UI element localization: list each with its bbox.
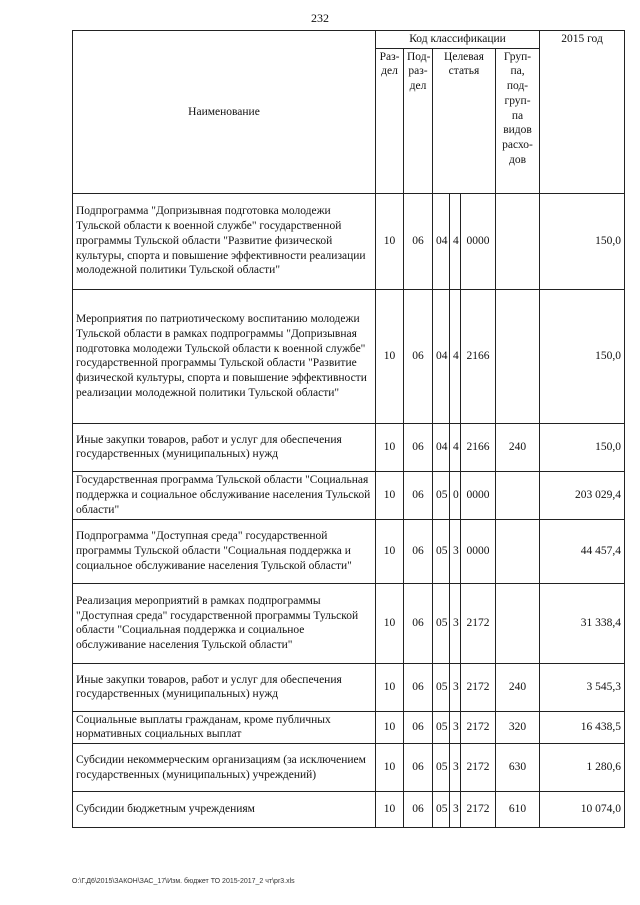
row-target-program: 05 (433, 583, 450, 663)
row-target-subprogram: 4 (450, 193, 461, 289)
row-target-subprogram: 3 (450, 663, 461, 711)
row-subsection: 06 (404, 583, 433, 663)
row-target-subprogram: 0 (450, 471, 461, 519)
row-section: 10 (376, 193, 404, 289)
row-section: 10 (376, 471, 404, 519)
row-expense-group (496, 289, 540, 423)
table-row (73, 711, 625, 743)
header-classification: Код классификации (376, 31, 540, 49)
row-expense-group: 320 (496, 711, 540, 743)
row-name: Иные закупки товаров, работ и услуг для обеспечения государственных (муниципальных) нужд (73, 663, 376, 711)
row-subsection: 06 (404, 792, 433, 828)
row-target-program: 05 (433, 663, 450, 711)
row-expense-group: 610 (496, 792, 540, 828)
row-target-direction: 0000 (461, 471, 496, 519)
header-expense-group: Груп- па, под- груп- па видов расхо- дов (496, 48, 540, 193)
row-section: 10 (376, 792, 404, 828)
row-name: Государственная программа Тульской области "Социальная поддержка и социальное обслуживание населения Тульской области" (73, 471, 376, 519)
row-target-direction: 2166 (461, 289, 496, 423)
row-target-program: 04 (433, 423, 450, 471)
row-amount: 31 338,4 (540, 583, 625, 663)
table-row (73, 744, 625, 792)
row-target-program: 05 (433, 711, 450, 743)
row-subsection: 06 (404, 663, 433, 711)
row-target-direction: 2172 (461, 663, 496, 711)
row-name: Реализация мероприятий в рамках подпрограммы "Доступная среда" государственной программы Тульской области "Социальная поддержка и социальное обслуживание населения Тульской области" (73, 583, 376, 663)
row-target-program: 04 (433, 289, 450, 423)
row-expense-group: 240 (496, 423, 540, 471)
row-amount: 10 074,0 (540, 792, 625, 828)
header-section: Раз- дел (376, 48, 404, 193)
row-section: 10 (376, 289, 404, 423)
row-target-program: 05 (433, 519, 450, 583)
table-row (73, 289, 625, 423)
row-target-subprogram: 4 (450, 423, 461, 471)
table-row (73, 663, 625, 711)
row-section: 10 (376, 711, 404, 743)
table-row (73, 423, 625, 471)
row-name: Социальные выплаты гражданам, кроме публичных нормативных социальных выплат (73, 711, 376, 743)
row-target-subprogram: 4 (450, 289, 461, 423)
row-target-direction: 2172 (461, 583, 496, 663)
row-expense-group: 240 (496, 663, 540, 711)
table-row (73, 193, 625, 289)
row-section: 10 (376, 423, 404, 471)
row-amount: 16 438,5 (540, 711, 625, 743)
row-target-direction: 2166 (461, 423, 496, 471)
header-subsection: Под- раз- дел (404, 48, 433, 193)
row-section: 10 (376, 663, 404, 711)
row-amount: 1 280,6 (540, 744, 625, 792)
row-expense-group (496, 519, 540, 583)
table-row (73, 519, 625, 583)
row-subsection: 06 (404, 711, 433, 743)
row-name: Мероприятия по патриотическому воспитанию молодежи Тульской области в рамках подпрограммы "Допризывная подготовка молодежи Тульской области к военной службе" государственной программы Тульской области "Развитие физической культуры, спорта и повышение эффективности реализации молодежной политики Тульской области" (73, 289, 376, 423)
row-expense-group (496, 583, 540, 663)
row-target-direction: 2172 (461, 744, 496, 792)
row-target-subprogram: 3 (450, 744, 461, 792)
row-subsection: 06 (404, 744, 433, 792)
file-path-footer: O:\Г.Д6\2015\ЗАКОН\ЗАС_17\Изм. бюджет ТО 2015-2017_2 чт\pr3.xls (72, 878, 295, 885)
row-section: 10 (376, 519, 404, 583)
header-target: Целевая статья (433, 48, 496, 193)
table-row (73, 792, 625, 828)
row-amount: 150,0 (540, 193, 625, 289)
row-target-direction: 2172 (461, 711, 496, 743)
row-expense-group (496, 471, 540, 519)
row-subsection: 06 (404, 289, 433, 423)
row-target-program: 05 (433, 471, 450, 519)
row-target-subprogram: 3 (450, 519, 461, 583)
row-name: Субсидии некоммерческим организациям (за исключением государственных (муниципальных) учреждений) (73, 744, 376, 792)
row-amount: 3 545,3 (540, 663, 625, 711)
page-number: 232 (311, 11, 329, 25)
row-amount: 150,0 (540, 289, 625, 423)
row-expense-group (496, 193, 540, 289)
row-name: Подпрограмма "Допризывная подготовка молодежи Тульской области к военной службе" государственной программы Тульской области "Развитие физической культуры, спорта и повышение эффективности реализации молодежной политики Тульской области" (73, 193, 376, 289)
row-target-program: 05 (433, 744, 450, 792)
row-amount: 150,0 (540, 423, 625, 471)
row-target-subprogram: 3 (450, 711, 461, 743)
budget-table (72, 30, 625, 828)
table-row (73, 471, 625, 519)
row-target-direction: 0000 (461, 193, 496, 289)
row-target-program: 04 (433, 193, 450, 289)
row-target-program: 05 (433, 792, 450, 828)
header-name: Наименование (73, 31, 376, 194)
row-section: 10 (376, 744, 404, 792)
row-target-subprogram: 3 (450, 792, 461, 828)
row-subsection: 06 (404, 519, 433, 583)
row-amount: 44 457,4 (540, 519, 625, 583)
header-year: 2015 год (540, 31, 625, 194)
row-name: Субсидии бюджетным учреждениям (73, 792, 376, 828)
row-name: Иные закупки товаров, работ и услуг для обеспечения государственных (муниципальных) нужд (73, 423, 376, 471)
table-row (73, 583, 625, 663)
row-section: 10 (376, 583, 404, 663)
row-subsection: 06 (404, 423, 433, 471)
row-expense-group: 630 (496, 744, 540, 792)
row-name: Подпрограмма "Доступная среда" государственной программы Тульской области "Социальная поддержка и социальное обслуживание населения Тульской области" (73, 519, 376, 583)
row-amount: 203 029,4 (540, 471, 625, 519)
row-subsection: 06 (404, 193, 433, 289)
row-subsection: 06 (404, 471, 433, 519)
row-target-subprogram: 3 (450, 583, 461, 663)
row-target-direction: 2172 (461, 792, 496, 828)
row-target-direction: 0000 (461, 519, 496, 583)
